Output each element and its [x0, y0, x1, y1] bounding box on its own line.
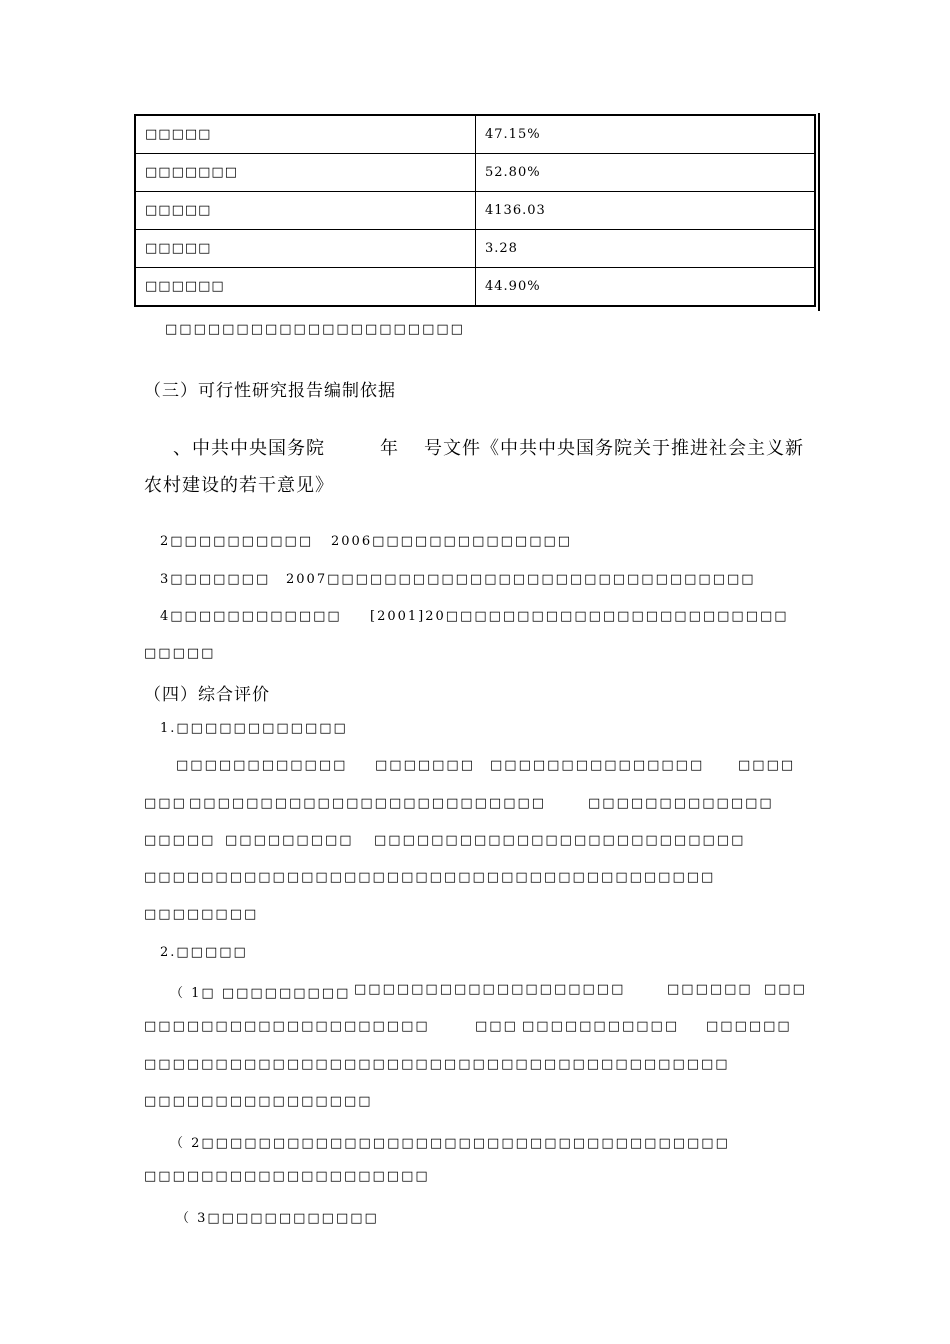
- eval-2-line3: □□□□□□□□□□□□□□□□□□□□□□□□□□□□□□□□□□□□□□□□□: [144, 1057, 730, 1072]
- table-row: [135, 268, 815, 307]
- basis-1-part-a: 、中共中央国务院: [173, 438, 325, 459]
- basis-1-part-c: 号文件《中共中央国务院关于推进社会主义新: [424, 438, 804, 459]
- table-row: [135, 115, 815, 154]
- eval-2-line2-a: □□□□□□□□□□□□□□□□□□□□: [144, 1019, 430, 1034]
- indicator-value: 4136.03: [476, 192, 816, 230]
- eval-1-line1-a: □□□□□□□□□□□□: [176, 758, 348, 773]
- basis-3-part-a: 3□□□□□□□: [160, 572, 271, 587]
- indicator-value: 3.28: [476, 230, 816, 268]
- indicator-value: 44.90%: [476, 268, 816, 307]
- table-row: [135, 230, 815, 268]
- table-row: [135, 192, 815, 230]
- eval-1-line2-a: □□□: [144, 796, 187, 811]
- indicator-label: □□□□□□: [135, 268, 476, 307]
- table-right-double-border: [818, 113, 820, 311]
- eval-2-line1-d: □□□: [764, 982, 807, 997]
- eval-1-line4: □□□□□□□□□□□□□□□□□□□□□□□□□□□□□□□□□□□□□□□□: [144, 870, 716, 885]
- table-footnote: □□□□□□□□□□□□□□□□□□□□□: [165, 322, 465, 337]
- basis-2-part-b: 2006□□□□□□□□□□□□□□: [331, 534, 573, 549]
- table-row: [135, 154, 815, 192]
- indicator-label: □□□□□: [135, 192, 476, 230]
- eval-2-line2-d: □□□□□□: [706, 1019, 792, 1034]
- basis-1-part-b: 年: [380, 438, 399, 459]
- eval-1-line2-c: □□□□□□□□□□□□□: [588, 796, 774, 811]
- eval-1-line3-c: □□□□□□□□□□□□□□□□□□□□□□□□□□: [374, 833, 746, 848]
- indicator-label: □□□□□: [135, 230, 476, 268]
- indicator-label: □□□□□□□: [135, 154, 476, 192]
- eval-2-line7: （ 3□□□□□□□□□□□□: [176, 1211, 379, 1226]
- section-4-heading: （四）综合评价: [144, 685, 270, 705]
- eval-2-line4: □□□□□□□□□□□□□□□□: [144, 1094, 373, 1109]
- eval-2-line1-a: （ 1□ □□□□□□□□□: [170, 986, 351, 1001]
- indicator-label: □□□□□: [135, 115, 476, 154]
- eval-1-line3-b: □□□□□□□□□: [225, 833, 354, 848]
- eval-1-line1-b: □□□□□□□: [375, 758, 475, 773]
- eval-2-line6: □□□□□□□□□□□□□□□□□□□□: [144, 1169, 430, 1184]
- eval-2-line5: （ 2□□□□□□□□□□□□□□□□□□□□□□□□□□□□□□□□□□□□□: [170, 1136, 730, 1151]
- eval-1-line1-c: □□□□□□□□□□□□□□□: [490, 758, 705, 773]
- basis-4-part-b: [2001]20□□□□□□□□□□□□□□□□□□□□□□□□: [370, 609, 789, 624]
- basis-3-part-b: 2007□□□□□□□□□□□□□□□□□□□□□□□□□□□□□□: [286, 572, 756, 587]
- indicator-value: 52.80%: [476, 154, 816, 192]
- basis-4-part-c: □□□□□: [144, 646, 216, 661]
- eval-2-line1-b: □□□□□□□□□□□□□□□□□□□: [354, 982, 626, 997]
- eval-1-line5: □□□□□□□□: [144, 907, 259, 922]
- indicator-value: 47.15%: [476, 115, 816, 154]
- eval-2-line2-b: □□□: [475, 1019, 518, 1034]
- eval-1-line2-b: □□□□□□□□□□□□□□□□□□□□□□□□□: [189, 796, 547, 811]
- eval-2-title: 2.□□□□□: [160, 945, 248, 960]
- eval-1-line3-a: □□□□□: [144, 833, 216, 848]
- eval-2-line2-c: □□□□□□□□□□□: [522, 1019, 680, 1034]
- indicator-table: [134, 114, 816, 307]
- section-3-heading: （三）可行性研究报告编制依据: [144, 381, 396, 401]
- basis-1-part-d: 农村建设的若干意见》: [144, 475, 334, 496]
- eval-1-line1-d: □□□□: [738, 758, 796, 773]
- eval-1-title: 1.□□□□□□□□□□□□: [160, 721, 348, 736]
- basis-4-part-a: 4□□□□□□□□□□□□: [160, 609, 342, 624]
- eval-2-line1-c: □□□□□□: [667, 982, 753, 997]
- basis-2-part-a: 2□□□□□□□□□□: [160, 534, 314, 549]
